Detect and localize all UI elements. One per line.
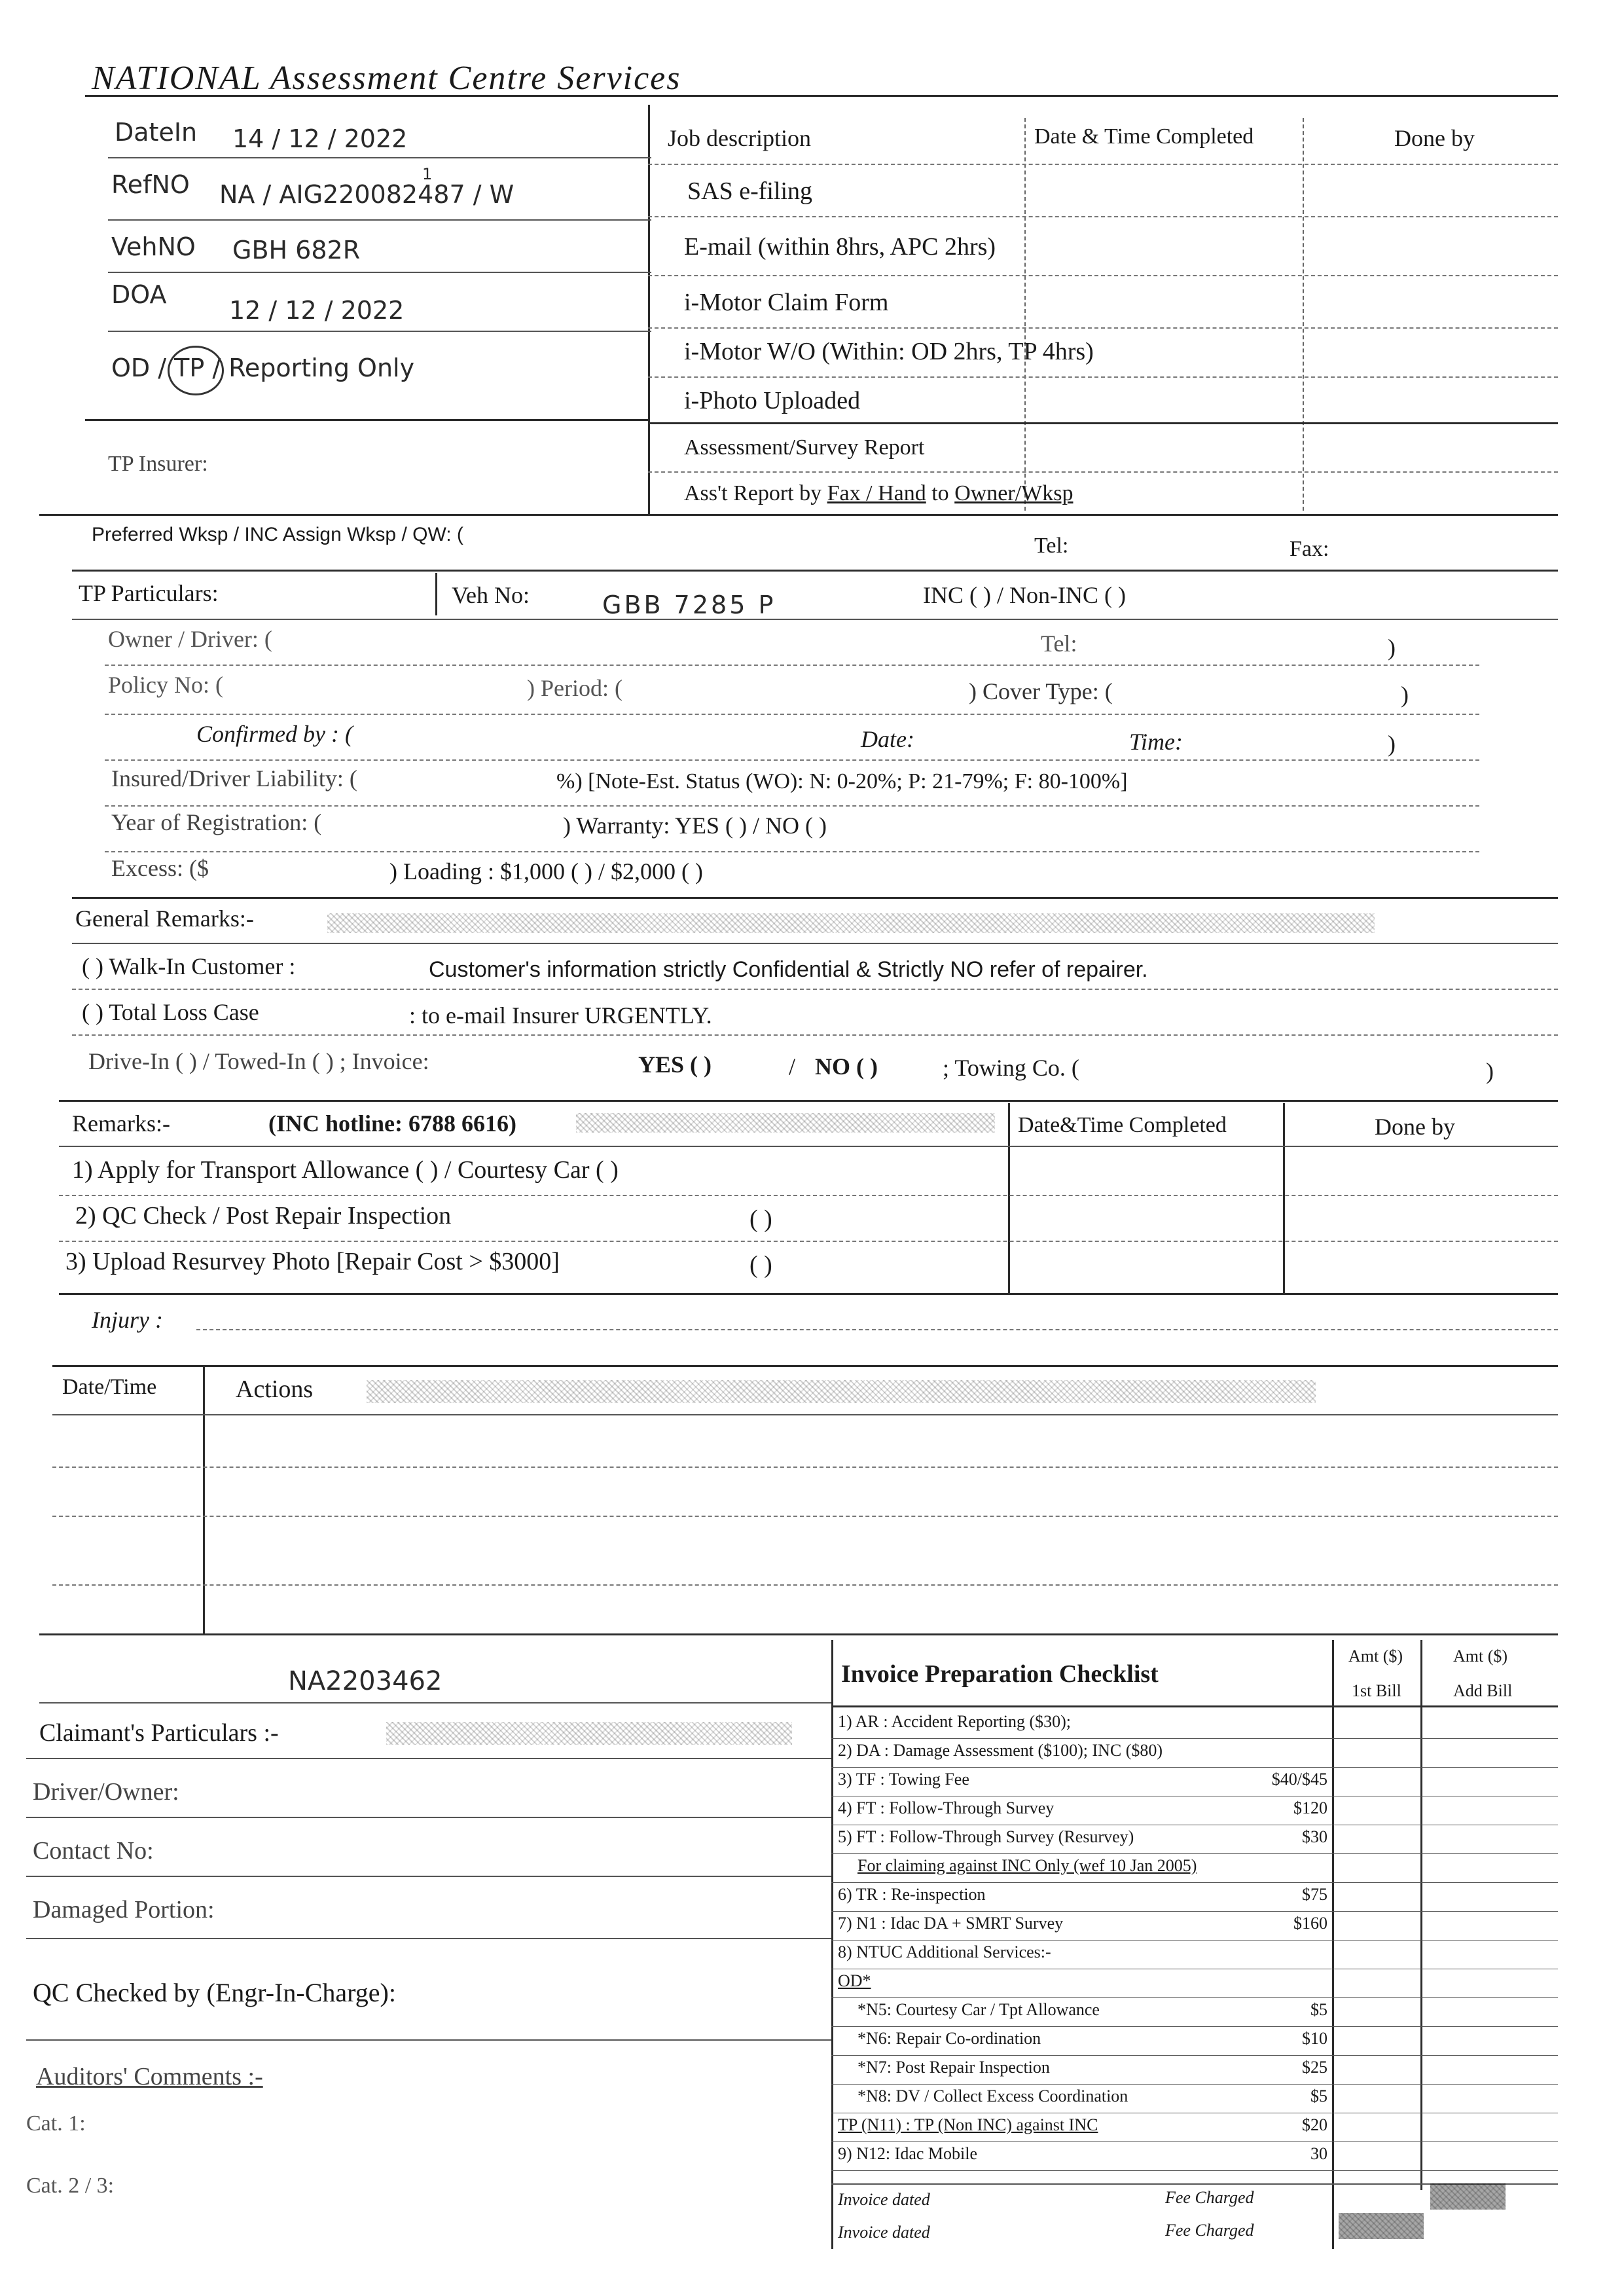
invoice-item-amount: $160 bbox=[1293, 1914, 1327, 1933]
claimant-driver: Driver/Owner: bbox=[33, 1778, 179, 1806]
remarks-item-3: 3) Upload Resurvey Photo [Repair Cost > $3000] bbox=[65, 1248, 560, 1275]
fee-charged-1: Fee Charged bbox=[1165, 2188, 1254, 2207]
general-label: General Remarks:- bbox=[75, 905, 254, 932]
invoice-col-amt2-sub: Add Bill bbox=[1453, 1681, 1513, 1700]
invoice-item: OD* bbox=[838, 1971, 871, 1990]
job-row-1: E-mail (within 8hrs, APC 2hrs) bbox=[684, 233, 996, 261]
invoice-item: 6) TR : Re-inspection bbox=[838, 1885, 986, 1904]
job-row-3: i-Motor W/O (Within: OD 2hrs, TP 4hrs) bbox=[684, 338, 1094, 365]
total-loss-note: : to e-mail Insurer URGENTLY. bbox=[409, 1002, 712, 1029]
walkin-label: ( ) Walk-In Customer : bbox=[82, 953, 296, 979]
invoice-item-amount: $30 bbox=[1302, 1827, 1327, 1846]
remarks-col-done: Done by bbox=[1375, 1114, 1455, 1140]
od-tp-label: OD / TP / Reporting Only bbox=[111, 354, 415, 382]
tp-cover-close: ) bbox=[1401, 682, 1409, 708]
doa-label: DOA bbox=[111, 280, 167, 309]
tp-year-label: Year of Registration: ( bbox=[111, 809, 322, 835]
remarks-item-2-paren: ( ) bbox=[749, 1205, 772, 1233]
job-row-4: i-Photo Uploaded bbox=[684, 387, 861, 414]
tp-cover-label: ) Cover Type: ( bbox=[969, 678, 1113, 704]
injury-label: Injury : bbox=[92, 1307, 163, 1333]
date-in-label: DateIn bbox=[115, 118, 198, 147]
date-in-value: 14 / 12 / 2022 bbox=[232, 124, 408, 153]
tp-excess-label: Excess: ($ bbox=[111, 855, 209, 881]
job-col-description: Job description bbox=[668, 125, 811, 151]
job-row-2: i-Motor Claim Form bbox=[684, 289, 889, 316]
towing-label: ; Towing Co. ( bbox=[943, 1055, 1079, 1081]
job-col-datetime: Date & Time Completed bbox=[1034, 124, 1254, 149]
invoice-dated-2: Invoice dated bbox=[838, 2223, 930, 2242]
invoice-item: 8) NTUC Additional Services:- bbox=[838, 1942, 1051, 1961]
tp-owner-tel: Tel: bbox=[1041, 630, 1077, 657]
tp-liability-note: %) [Note-Est. Status (WO): N: 0-20%; P: 21-79%; F: 80-100%] bbox=[556, 769, 1128, 793]
ref-label: RefNO bbox=[111, 170, 190, 199]
cat-2-3: Cat. 2 / 3: bbox=[26, 2174, 115, 2198]
redacted-actions bbox=[367, 1380, 1316, 1403]
invoice-item: 5) FT : Follow-Through Survey (Resurvey) bbox=[838, 1827, 1134, 1846]
invoice-item-amount: $120 bbox=[1293, 1798, 1327, 1817]
form-title: NATIONAL Assessment Centre Services bbox=[92, 60, 681, 97]
actions-col-actions: Actions bbox=[236, 1376, 314, 1403]
claimant-label: Claimant's Particulars :- bbox=[39, 1719, 279, 1747]
preferred-fax: Fax: bbox=[1290, 537, 1329, 561]
invoice-col-amt1-sub: 1st Bill bbox=[1352, 1681, 1401, 1700]
tp-veh-label: Veh No: bbox=[452, 582, 530, 608]
tp-warranty-label: ) Warranty: YES ( ) / NO ( ) bbox=[563, 812, 827, 839]
redacted-general bbox=[327, 913, 1375, 933]
invoice-dated-1: Invoice dated bbox=[838, 2190, 930, 2209]
invoice-item: *N6: Repair Co-ordination bbox=[857, 2029, 1041, 2048]
invoice-yes: YES ( ) bbox=[638, 1051, 712, 1078]
remarks-col-datetime: Date&Time Completed bbox=[1018, 1113, 1227, 1137]
tp-period-label: ) Period: ( bbox=[527, 675, 623, 701]
invoice-no: NO ( ) bbox=[815, 1053, 878, 1080]
remarks-hotline: (INC hotline: 6788 6616) bbox=[268, 1110, 516, 1137]
invoice-item-amount: $5 bbox=[1310, 2000, 1327, 2019]
tp-date-label: Date: bbox=[861, 726, 914, 752]
invoice-item: 7) N1 : Idac DA + SMRT Survey bbox=[838, 1914, 1064, 1933]
actions-col-date: Date/Time bbox=[62, 1375, 157, 1399]
invoice-item-amount: $5 bbox=[1310, 2086, 1327, 2105]
veh-value: GBH 682R bbox=[232, 236, 361, 264]
total-loss-label: ( ) Total Loss Case bbox=[82, 999, 259, 1025]
case-number: NA2203462 bbox=[288, 1666, 442, 1696]
invoice-item: For claiming against INC Only (wef 10 Jan 2005) bbox=[857, 1856, 1197, 1875]
invoice-item-amount: $75 bbox=[1302, 1885, 1327, 1904]
invoice-item: 1) AR : Accident Reporting ($30); bbox=[838, 1712, 1072, 1731]
tp-owner-label: Owner / Driver: ( bbox=[108, 626, 272, 652]
invoice-item-amount: $25 bbox=[1302, 2058, 1327, 2077]
job-row-report: Ass't Report by Fax / Hand to Owner/Wksp bbox=[684, 481, 1074, 505]
invoice-item: 4) FT : Follow-Through Survey bbox=[838, 1798, 1055, 1817]
ref-correction: 1 bbox=[422, 165, 433, 183]
invoice-col-amt1: Amt ($) bbox=[1348, 1647, 1403, 1666]
claimant-contact: Contact No: bbox=[33, 1837, 154, 1865]
invoice-col-amt2: Amt ($) bbox=[1453, 1647, 1508, 1666]
claimant-damaged: Damaged Portion: bbox=[33, 1896, 215, 1923]
tp-owner-close: ) bbox=[1388, 634, 1396, 661]
job-row-0: SAS e-filing bbox=[687, 177, 813, 205]
drive-in-label: Drive-In ( ) / Towed-In ( ) ; Invoice: bbox=[88, 1048, 429, 1074]
walkin-note: Customer's information strictly Confidential & Strictly NO refer of repairer. bbox=[429, 957, 1148, 982]
doa-value: 12 / 12 / 2022 bbox=[229, 296, 405, 325]
invoice-item: 9) N12: Idac Mobile bbox=[838, 2144, 978, 2163]
tp-veh-value: GBB 7285 P bbox=[602, 591, 776, 619]
invoice-item: *N7: Post Repair Inspection bbox=[857, 2058, 1050, 2077]
remarks-item-2: 2) QC Check / Post Repair Inspection bbox=[75, 1202, 452, 1230]
preferred-tel: Tel: bbox=[1034, 534, 1069, 558]
invoice-item-amount: $40/$45 bbox=[1271, 1770, 1327, 1789]
tp-time-close: ) bbox=[1388, 731, 1396, 757]
invoice-slash: / bbox=[789, 1053, 796, 1080]
invoice-item: 2) DA : Damage Assessment ($100); INC ($80) bbox=[838, 1741, 1163, 1760]
invoice-item: *N8: DV / Collect Excess Coordination bbox=[857, 2086, 1128, 2105]
redacted-claimant bbox=[386, 1722, 792, 1745]
towing-close: ) bbox=[1486, 1058, 1494, 1084]
remarks-item-1: 1) Apply for Transport Allowance ( ) / Courtesy Car ( ) bbox=[72, 1156, 619, 1184]
auditors-comments: Auditors' Comments :- bbox=[36, 2063, 263, 2090]
ref-value: NA / AIG220082487 / W bbox=[219, 180, 514, 209]
veh-label: VehNO bbox=[111, 232, 196, 261]
remarks-label: Remarks:- bbox=[72, 1110, 170, 1137]
preferred-label: Preferred Wksp / INC Assign Wksp / QW: ( bbox=[92, 524, 463, 545]
invoice-item: TP (N11) : TP (Non INC) against INC bbox=[838, 2115, 1098, 2134]
tp-liability-label: Insured/Driver Liability: ( bbox=[111, 765, 357, 792]
invoice-item: *N5: Courtesy Car / Tpt Allowance bbox=[857, 2000, 1100, 2019]
tp-policy-label: Policy No: ( bbox=[108, 672, 223, 698]
tp-time-label: Time: bbox=[1129, 729, 1183, 755]
redacted-remarks bbox=[576, 1113, 995, 1133]
remarks-item-3-paren: ( ) bbox=[749, 1251, 772, 1279]
redacted-stamp-2 bbox=[1339, 2213, 1424, 2239]
fee-charged-2: Fee Charged bbox=[1165, 2221, 1254, 2240]
claimant-qc: QC Checked by (Engr-In-Charge): bbox=[33, 1978, 396, 2007]
job-row-5: Assessment/Survey Report bbox=[684, 435, 925, 460]
job-col-done: Done by bbox=[1394, 125, 1475, 151]
invoice-item: 3) TF : Towing Fee bbox=[838, 1770, 969, 1789]
tp-loading-label: ) Loading : $1,000 ( ) / $2,000 ( ) bbox=[389, 858, 703, 884]
redacted-stamp-1 bbox=[1430, 2183, 1506, 2210]
tp-insurer-label: TP Insurer: bbox=[108, 452, 208, 476]
invoice-item-amount: $10 bbox=[1302, 2029, 1327, 2048]
invoice-item-amount: $20 bbox=[1302, 2115, 1327, 2134]
tp-circle bbox=[168, 346, 224, 395]
tp-particulars-label: TP Particulars: bbox=[79, 580, 219, 606]
tp-confirmed-label: Confirmed by : ( bbox=[196, 721, 353, 747]
cat-1: Cat. 1: bbox=[26, 2111, 86, 2136]
invoice-title: Invoice Preparation Checklist bbox=[841, 1660, 1159, 1688]
tp-inc-label: INC ( ) / Non-INC ( ) bbox=[923, 582, 1126, 608]
invoice-item-amount: 30 bbox=[1310, 2144, 1327, 2163]
